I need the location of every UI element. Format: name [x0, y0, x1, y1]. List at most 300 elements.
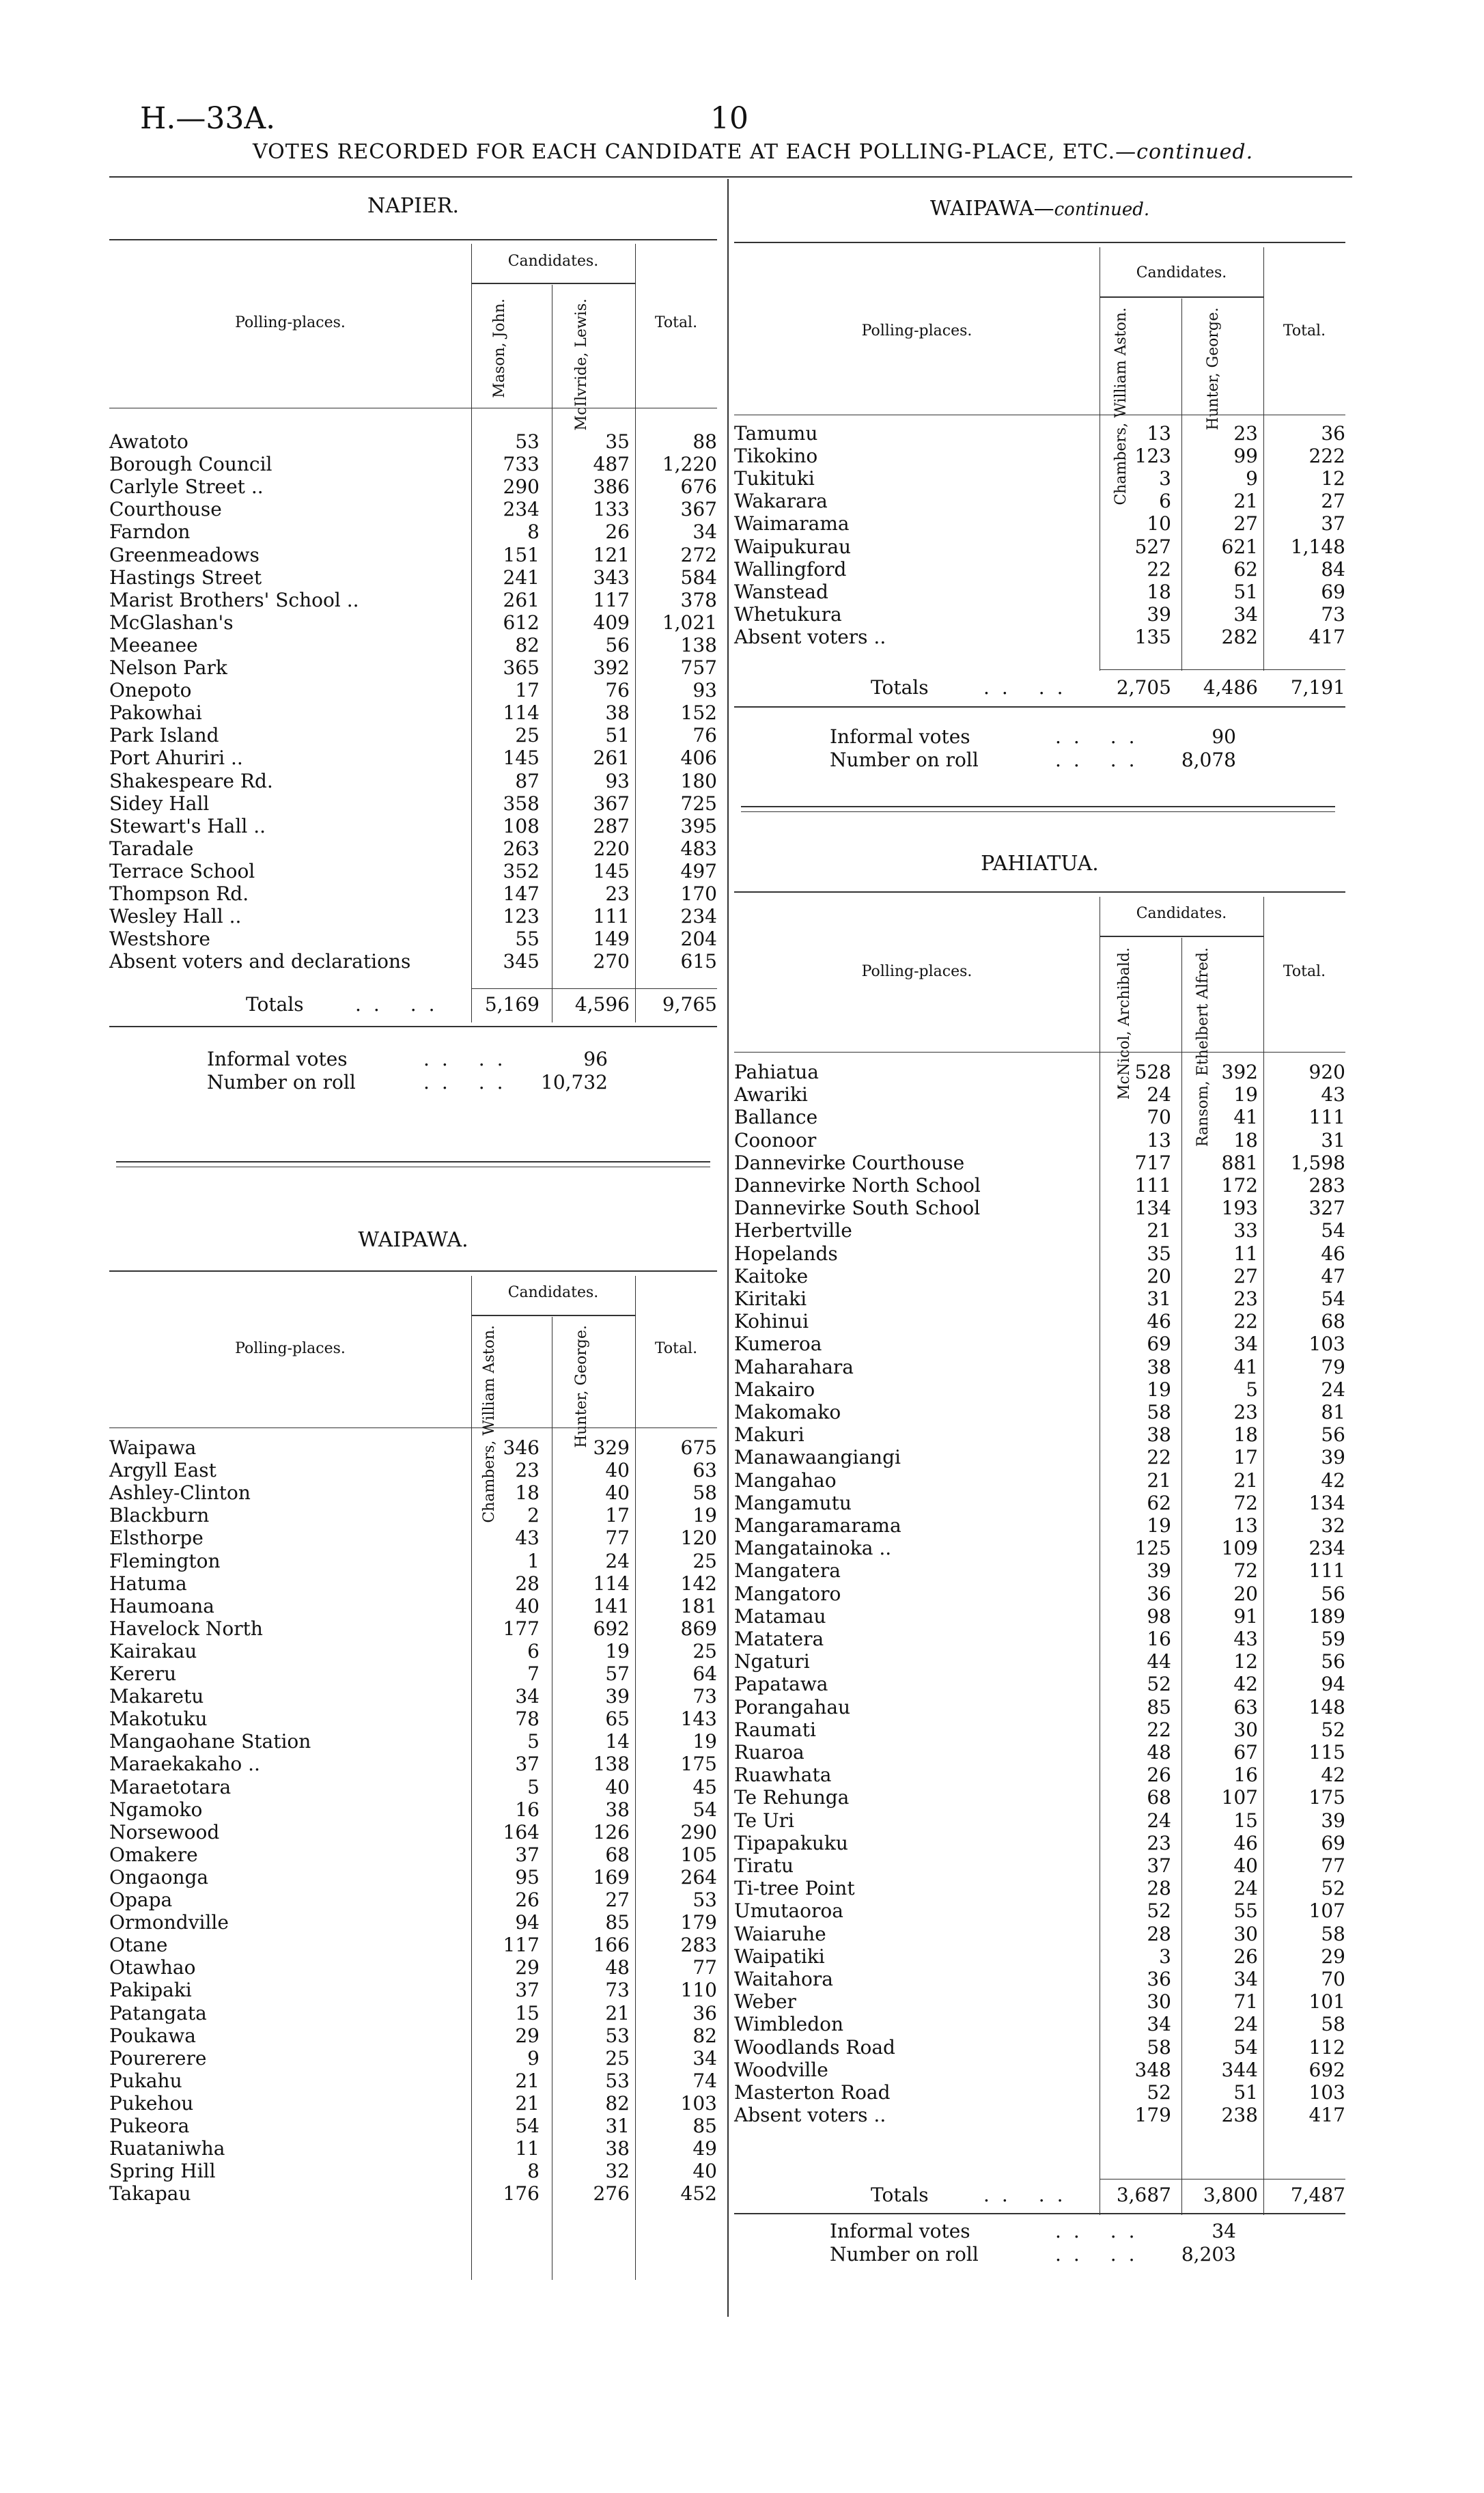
candidate-1-votes: 52 [1147, 1673, 1171, 1696]
candidate-2-votes: 53 [605, 2069, 630, 2092]
table-row [109, 2024, 717, 2047]
table-rule [734, 2213, 1345, 2214]
table-row [109, 1640, 717, 1662]
polling-place-name: Dannevirke South School [734, 1197, 981, 1220]
candidate-1-votes: 21 [1147, 1219, 1171, 1242]
total-votes: 290 [680, 1820, 717, 1843]
candidate-1-votes: 13 [1147, 1128, 1171, 1152]
table-row [109, 1956, 717, 1979]
polling-place-name: Waipawa [109, 1436, 197, 1459]
candidate-1-votes: 95 [515, 1865, 540, 1889]
candidate-1-votes: 54 [515, 2115, 540, 2137]
total-votes: 45 [692, 1775, 717, 1798]
polling-place-name: Poukawa [109, 2024, 196, 2047]
candidate-1-votes: 40 [515, 1594, 540, 1617]
table-row [109, 679, 717, 701]
informal-label: Informal votes [207, 1048, 348, 1070]
totals-total: 7,191 [1290, 676, 1345, 699]
candidate-2-votes: 54 [1233, 2035, 1258, 2059]
table-row [734, 626, 1345, 648]
candidate-2-votes: 287 [593, 814, 630, 837]
candidate-2-votes: 367 [593, 792, 630, 815]
total-votes: 110 [680, 1979, 717, 2002]
candidate-1-votes: 11 [515, 2137, 540, 2160]
total-votes: 134 [1308, 1491, 1345, 1514]
candidate-1-votes: 2 [527, 1504, 540, 1527]
candidate-1-votes: 290 [503, 475, 540, 499]
polling-place-name: Waipukurau [734, 535, 852, 558]
total-votes: 58 [692, 1481, 717, 1505]
polling-place-name: Absent voters and declarations [109, 950, 411, 973]
table-row [734, 1310, 1345, 1333]
total-votes: 120 [680, 1527, 717, 1550]
candidate-1-votes: 147 [503, 882, 540, 905]
candidate-1-header: Mason, John. [491, 298, 508, 398]
candidate-2-votes: 93 [605, 769, 630, 792]
totals-total: 9,765 [662, 993, 717, 1016]
candidate-1-votes: 37 [515, 1979, 540, 2002]
candidate-1-votes: 176 [503, 2182, 540, 2205]
table-row [734, 1718, 1345, 1741]
table-row [734, 2104, 1345, 2126]
polling-place-name: Pourerere [109, 2046, 207, 2070]
table-row [109, 1504, 717, 1527]
candidate-2-votes: 282 [1221, 625, 1258, 648]
total-votes: 452 [680, 2182, 717, 2205]
polling-place-name: Meeanee [109, 633, 198, 656]
candidate-2-votes: 23 [605, 882, 630, 905]
total-votes: 112 [1308, 2035, 1345, 2059]
table-row [109, 611, 717, 634]
polling-place-name: Terrace School [109, 859, 255, 882]
total-votes: 111 [1308, 1106, 1345, 1129]
candidate-1-votes: 37 [515, 1753, 540, 1776]
polling-place-name: Kairakau [109, 1639, 197, 1662]
candidate-1-votes: 528 [1134, 1061, 1171, 1083]
polling-place-name: Mangatera [734, 1559, 841, 1583]
candidate-1-votes: 70 [1147, 1106, 1171, 1129]
polling-place-name: Pukahu [109, 2069, 182, 2092]
candidate-2-votes: 881 [1221, 1151, 1258, 1174]
table-rule [471, 283, 635, 284]
candidate-1-votes: 346 [503, 1436, 540, 1459]
polling-place-name: Ruataniwha [109, 2137, 225, 2160]
polling-place-name: Dannevirke North School [734, 1174, 981, 1197]
candidate-1-votes: 164 [503, 1820, 540, 1843]
candidate-2-votes: 392 [593, 656, 630, 679]
total-votes: 19 [692, 1730, 717, 1753]
table-row [734, 1650, 1345, 1673]
polling-place-name: Patangata [109, 2001, 207, 2024]
table-rule [471, 1315, 635, 1316]
polling-place-name: Woodville [734, 2058, 828, 2081]
candidate-1-votes: 29 [515, 1956, 540, 1979]
table-rule [1100, 936, 1263, 937]
candidate-1-votes: 348 [1134, 2058, 1171, 2081]
polling-place-name: Hastings Street [109, 566, 262, 589]
candidate-2-votes: 12 [1233, 1650, 1258, 1673]
table-row [109, 453, 717, 475]
candidate-2-votes: 35 [605, 430, 630, 453]
candidate-1-votes: 527 [1134, 535, 1171, 558]
table-row [109, 882, 717, 905]
polling-place-name: Waiaruhe [734, 1922, 826, 1945]
candidate-2-votes: 22 [1233, 1310, 1258, 1333]
candidate-1-votes: 53 [515, 430, 540, 453]
polling-place-name: Pakowhai [109, 701, 202, 725]
candidate-2-votes: 329 [593, 1436, 630, 1459]
polling-place-name: Ti-tree Point [734, 1877, 855, 1900]
polling-place-name: Opapa [109, 1889, 173, 1911]
table-row [109, 566, 717, 589]
total-votes: 64 [692, 1662, 717, 1685]
polling-place-name: Absent voters .. [734, 625, 886, 648]
table-rule [734, 891, 1345, 893]
candidate-1-votes: 38 [1147, 1355, 1171, 1378]
total-votes: 105 [680, 1843, 717, 1866]
table-row [734, 603, 1345, 626]
total-votes: 103 [1308, 2081, 1345, 2104]
candidate-1-votes: 21 [1147, 1468, 1171, 1492]
candidate-1-votes: 717 [1134, 1151, 1171, 1174]
candidate-2-votes: 21 [605, 2001, 630, 2024]
candidate-1-votes: 733 [503, 453, 540, 476]
table-row [109, 544, 717, 566]
table-row [109, 1911, 717, 1934]
polling-place-name: Mangatoro [734, 1582, 841, 1605]
candidate-1-votes: 28 [1147, 1922, 1171, 1945]
polling-place-name: Raumati [734, 1718, 816, 1741]
table-row [109, 1776, 717, 1798]
total-votes: 115 [1308, 1741, 1345, 1764]
table-row [109, 1798, 717, 1821]
polling-place-name: Coonoor [734, 1128, 817, 1152]
candidate-2-votes: 71 [1233, 1990, 1258, 2014]
page-subtitle [253, 140, 1253, 164]
total-votes: 283 [1308, 1174, 1345, 1197]
candidate-1-votes: 145 [503, 747, 540, 770]
polling-place-name: Mangamutu [734, 1491, 852, 1514]
table-row [734, 1605, 1345, 1628]
candidate-1-votes: 36 [1147, 1968, 1171, 1990]
polling-place-name: Argyll East [109, 1459, 216, 1482]
table-row [734, 1583, 1345, 1605]
candidate-1-votes: 69 [1147, 1333, 1171, 1356]
table-row [734, 2081, 1345, 2104]
table-row [109, 1934, 717, 1956]
candidate-2-votes: 30 [1233, 1718, 1258, 1741]
candidate-1-votes: 17 [515, 679, 540, 702]
table-rule [109, 239, 717, 240]
table-row [109, 2070, 717, 2092]
col-polling-places: Polling-places. [235, 1340, 346, 1357]
total-votes: 234 [1308, 1537, 1345, 1560]
polling-place-name: Maraetotara [109, 1775, 232, 1798]
candidate-1-votes: 7 [527, 1662, 540, 1685]
table-row [734, 1673, 1345, 1695]
polling-place-name: Marist Brothers' School .. [109, 588, 359, 611]
table-row [109, 2115, 717, 2137]
total-votes: 82 [692, 2024, 717, 2047]
page-reference: H.—33A. [140, 101, 276, 136]
candidate-1-votes: 37 [515, 1843, 540, 1866]
table-row [109, 2047, 717, 2070]
candidate-2-votes: 172 [1221, 1174, 1258, 1197]
table-row [109, 1979, 717, 2001]
candidate-1-votes: 18 [1147, 580, 1171, 603]
table-row [109, 815, 717, 837]
candidate-2-votes: 145 [593, 859, 630, 882]
candidate-2-votes: 23 [1233, 1401, 1258, 1423]
table-row [734, 2013, 1345, 2035]
table-row [734, 1129, 1345, 1152]
polling-place-name: Ruaroa [734, 1741, 804, 1764]
polling-place-name: Pukeora [109, 2115, 190, 2137]
candidate-1-votes: 39 [1147, 602, 1171, 626]
polling-place-name: Makotuku [109, 1708, 208, 1731]
candidate-1-votes: 38 [1147, 1423, 1171, 1447]
total-votes: 1,598 [1290, 1151, 1345, 1174]
candidate-1-votes: 358 [503, 792, 540, 815]
total-votes: 25 [692, 1639, 717, 1662]
table-row [734, 1242, 1345, 1265]
totals-rule [1100, 669, 1345, 670]
title-main: WAIPAWA— [929, 197, 1054, 221]
total-votes: 52 [1321, 1877, 1345, 1900]
table-row [734, 558, 1345, 581]
total-votes: 39 [1321, 1809, 1345, 1832]
total-votes: 27 [1321, 490, 1345, 513]
candidate-2-votes: 166 [593, 1934, 630, 1957]
table-rule [734, 1052, 1345, 1053]
candidate-2-votes: 38 [605, 2137, 630, 2160]
informal-value: 34 [1212, 2220, 1236, 2242]
total-votes: 19 [692, 1504, 717, 1527]
table-row [109, 430, 717, 453]
total-votes: 34 [692, 520, 717, 544]
total-votes: 189 [1308, 1604, 1345, 1628]
polling-place-name: Kiritaki [734, 1287, 807, 1310]
total-votes: 63 [692, 1459, 717, 1482]
total-votes: 406 [680, 747, 717, 770]
candidate-2-votes: 24 [1233, 1877, 1258, 1900]
polling-place-name: Haumoana [109, 1594, 214, 1617]
candidate-1-votes: 87 [515, 769, 540, 792]
polling-place-name: Tipapakuku [734, 1831, 848, 1854]
table-row [109, 747, 717, 769]
polling-place-name: Mangahao [734, 1468, 837, 1492]
table-row [734, 1401, 1345, 1423]
candidate-2-votes: 85 [605, 1911, 630, 1934]
candidate-2-votes: 621 [1221, 535, 1258, 558]
candidate-2-votes: 238 [1221, 2104, 1258, 2127]
table-row [734, 1083, 1345, 1106]
polling-place-name: Norsewood [109, 1820, 220, 1843]
polling-place-name: Masterton Road [734, 2081, 891, 2104]
table-row [734, 1446, 1345, 1468]
polling-place-name: Sidey Hall [109, 792, 210, 815]
candidate-2-votes: 34 [1233, 1333, 1258, 1356]
candidate-2-votes: 39 [605, 1685, 630, 1708]
table-row [734, 1333, 1345, 1355]
total-votes: 39 [1321, 1446, 1345, 1469]
total-votes: 725 [680, 792, 717, 815]
candidate-1-votes: 1 [527, 1549, 540, 1572]
total-votes: 69 [1321, 580, 1345, 603]
table-row [734, 1197, 1345, 1219]
total-votes: 497 [680, 859, 717, 882]
candidate-1-votes: 25 [515, 724, 540, 747]
col-candidates: Candidates. [1136, 264, 1227, 281]
polling-place-name: Mangaramarama [734, 1514, 901, 1537]
total-votes: 93 [692, 679, 717, 702]
candidate-2-votes: 68 [605, 1843, 630, 1866]
polling-place-name: Flemington [109, 1549, 221, 1572]
candidate-2-votes: 91 [1233, 1604, 1258, 1628]
candidate-1-votes: 123 [503, 905, 540, 928]
table-row [734, 1764, 1345, 1786]
candidate-1-votes: 58 [1147, 2035, 1171, 2059]
candidate-1-votes: 52 [1147, 2081, 1171, 2104]
polling-place-name: Farndon [109, 520, 191, 544]
totals-dots: .. .. [983, 2184, 1076, 2206]
candidate-1-votes: 6 [527, 1639, 540, 1662]
candidate-1-header: McNicol, Archibald. [1116, 947, 1133, 1100]
table-row [109, 1572, 717, 1595]
total-votes: 77 [1321, 1854, 1345, 1877]
totals-label: Totals [246, 993, 304, 1016]
candidate-1-votes: 39 [1147, 1559, 1171, 1583]
candidate-1-votes: 78 [515, 1708, 540, 1731]
table-row [734, 2036, 1345, 2059]
candidate-1-votes: 34 [515, 1685, 540, 1708]
polling-place-name: Otawhao [109, 1956, 196, 1979]
total-votes: 1,220 [662, 453, 717, 476]
col-candidates: Candidates. [507, 253, 599, 270]
table-row [734, 1265, 1345, 1287]
candidate-2-votes: 23 [1233, 422, 1258, 445]
subtitle-continued: continued. [1136, 140, 1254, 164]
table-row [109, 634, 717, 656]
totals-cand2: 4,486 [1203, 676, 1258, 699]
candidate-2-votes: 73 [605, 1979, 630, 2002]
polling-place-name: Ormondville [109, 1911, 229, 1934]
table-row [109, 792, 717, 815]
candidate-2-votes: 392 [1221, 1061, 1258, 1083]
table-row [109, 2002, 717, 2024]
candidate-1-votes: 234 [503, 498, 540, 521]
polling-place-name: Blackburn [109, 1504, 210, 1527]
table-row [734, 581, 1345, 603]
total-votes: 94 [1321, 1673, 1345, 1696]
napier-title: NAPIER. [367, 194, 459, 218]
total-votes: 70 [1321, 1968, 1345, 1990]
table-row [734, 1174, 1345, 1197]
total-votes: 152 [680, 701, 717, 725]
candidate-2-votes: 34 [1233, 602, 1258, 626]
polling-place-name: Tukituki [734, 467, 815, 490]
candidate-1-votes: 37 [1147, 1854, 1171, 1877]
totals-dots: .. .. [355, 993, 447, 1016]
total-votes: 138 [680, 633, 717, 656]
candidate-1-votes: 10 [1147, 512, 1171, 535]
polling-place-name: Elsthorpe [109, 1527, 204, 1550]
candidate-2-votes: 53 [605, 2024, 630, 2047]
candidate-1-votes: 352 [503, 859, 540, 882]
table-row [109, 498, 717, 520]
informal-value: 90 [1212, 725, 1236, 748]
header-rule [109, 176, 1352, 178]
total-votes: 29 [1321, 1945, 1345, 1968]
table-row [109, 950, 717, 973]
polling-place-name: Borough Council [109, 453, 272, 476]
table-row [734, 1356, 1345, 1378]
table-rule [109, 1026, 717, 1027]
total-votes: 34 [692, 2046, 717, 2070]
table-row [734, 1877, 1345, 1899]
totals-label: Totals [871, 676, 929, 699]
polling-place-name: Tikokino [734, 445, 818, 468]
candidate-1-votes: 114 [503, 701, 540, 725]
total-votes: 179 [680, 1911, 717, 1934]
totals-cand2: 4,596 [574, 993, 630, 1016]
total-votes: 272 [680, 543, 717, 566]
table-row [734, 1559, 1345, 1582]
candidate-1-votes: 26 [1147, 1764, 1171, 1787]
table-row [109, 860, 717, 882]
page-number: 10 [710, 101, 748, 136]
informal-dots: .. .. [1055, 725, 1147, 748]
candidate-1-votes: 23 [515, 1459, 540, 1482]
table-row [109, 1821, 717, 1843]
section-separator [116, 1161, 710, 1162]
candidate-1-votes: 98 [1147, 1604, 1171, 1628]
table-row [734, 1061, 1345, 1083]
table-row [109, 837, 717, 860]
polling-place-name: Papatawa [734, 1673, 828, 1696]
candidate-1-header: Chambers, William Aston. [481, 1325, 498, 1523]
informal-dots: .. .. [423, 1048, 516, 1070]
candidate-1-votes: 28 [1147, 1877, 1171, 1900]
candidate-1-votes: 261 [503, 588, 540, 611]
total-votes: 68 [1321, 1310, 1345, 1333]
candidate-2-votes: 40 [605, 1775, 630, 1798]
candidate-1-votes: 3 [1159, 467, 1171, 490]
total-votes: 327 [1308, 1197, 1345, 1220]
table-row [734, 1899, 1345, 1922]
candidate-2-votes: 40 [1233, 1854, 1258, 1877]
totals-label: Totals [871, 2184, 929, 2206]
polling-place-name: Hatuma [109, 1572, 187, 1595]
polling-place-name: Havelock North [109, 1617, 263, 1640]
candidate-1-votes: 34 [1147, 2013, 1171, 2036]
candidate-1-votes: 123 [1134, 445, 1171, 468]
total-votes: 101 [1308, 1990, 1345, 2014]
polling-place-name: Onepoto [109, 679, 192, 702]
roll-dots: .. .. [423, 1071, 516, 1094]
total-votes: 175 [680, 1753, 717, 1776]
candidate-1-votes: 6 [1159, 490, 1171, 513]
total-votes: 111 [1308, 1559, 1345, 1583]
polling-place-name: Absent voters .. [734, 2104, 886, 2127]
candidate-1-votes: 21 [515, 2091, 540, 2115]
candidate-1-votes: 365 [503, 656, 540, 679]
roll-label: Number on roll [830, 749, 979, 771]
totals-cand1: 2,705 [1116, 676, 1171, 699]
totals-total: 7,487 [1290, 2184, 1345, 2206]
polling-place-name: Hopelands [734, 1242, 838, 1265]
total-votes: 12 [1321, 467, 1345, 490]
